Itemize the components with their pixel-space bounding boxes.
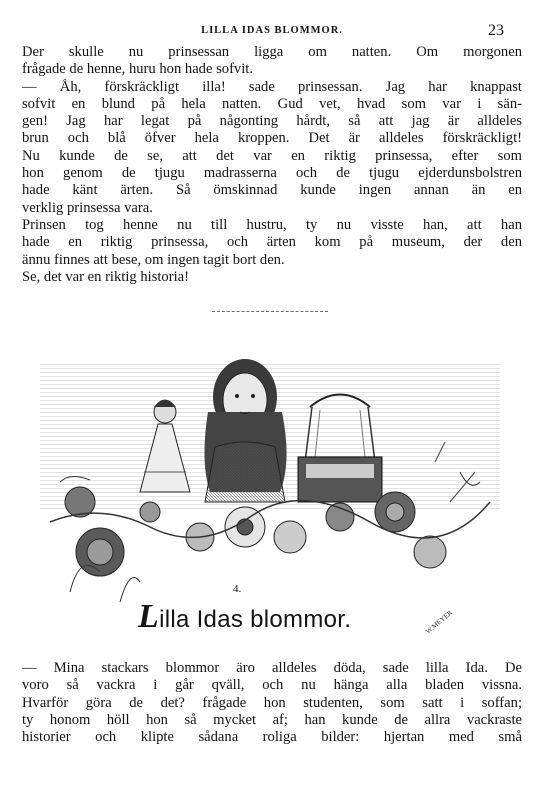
text-line: Prinsen tog henne nu till hustru, ty nu visste han, att han (22, 216, 522, 233)
text-line: historier och klipte sådana roliga bilder: hjertan med små (22, 729, 522, 746)
text-line: hade känt ärten. Så ömskinnad kunde ingen annan än en (22, 182, 522, 199)
text-line: — Åh, förskräckligt illa! sade prinsessan. Jag har knappast (22, 78, 522, 95)
chapter-number: 4. (233, 583, 242, 595)
text-line: Nu kunde de se, att det var en riktig prinsessa, efter som (22, 147, 522, 164)
section-separator (212, 311, 328, 312)
running-title: LILLA IDAS BLOMMOR. (201, 25, 343, 36)
text-line: — Mina stackars blommor äro alldeles döda, sade lilla Ida. De (22, 660, 522, 676)
text-line: Hvarför göra de det? frågade hon studenten, som satt i soffan; (22, 694, 522, 711)
text-line: ännu finnes att bese, om ingen tagit bort den. (22, 251, 285, 268)
engraver-signature: W.MEYER (424, 608, 454, 636)
running-head (22, 22, 522, 40)
text-line: Der skulle nu prinsessan ligga om natten. Om morgonen (22, 44, 522, 60)
text-line: hon genom de tjugu madrasserna och de tjugu ejderdunsbolstren (22, 165, 522, 182)
text-line: ty honom höll hon så mycket af; han kunde de allra vackraste (22, 711, 522, 728)
text-line: brun och blå öfver hela kroppen. Det är alldeles förskräckligt! (22, 130, 522, 147)
top-paragraphs (22, 44, 522, 286)
text-line: frågade de henne, huru hon hade sofvit. (22, 61, 253, 78)
bottom-paragraphs (22, 660, 522, 746)
text-line: gen! Jag har legat på någonting hårdt, så att jag är alldeles (22, 113, 522, 130)
chapter-title (138, 598, 351, 636)
page-number: 23 (488, 22, 504, 39)
text-line: Se, det var en riktig historia! (22, 268, 189, 285)
decorative-initial: L (138, 598, 160, 635)
chapter-title-text: illa Idas blommor. (159, 606, 352, 633)
text-line: voro så vackra i går qväll, och nu hänga alla bladen vissna. (22, 677, 522, 694)
text-line: hade en riktig prinsessa, och ärten kom på museum, der den (22, 234, 522, 251)
text-line: sofvit en blund på hela natten. Gud vet, hvad som var i sän- (22, 95, 522, 112)
text-line: verklig prinsessa vara. (22, 199, 153, 216)
